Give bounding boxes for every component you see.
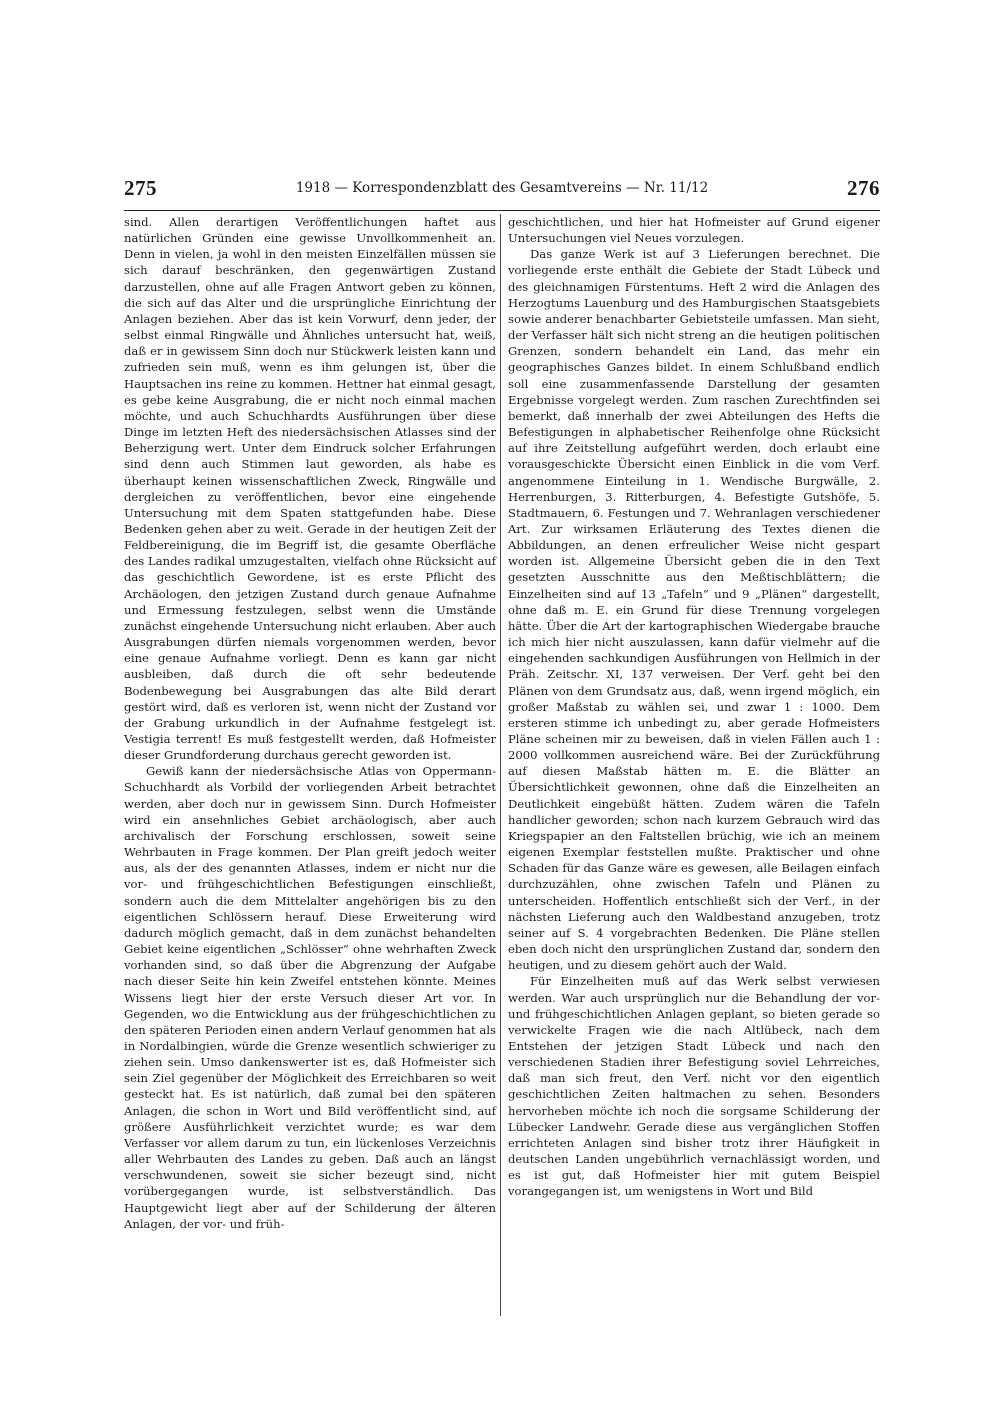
page-number-left: 275 <box>124 176 157 200</box>
right-column <box>508 214 880 1200</box>
paragraph: sind. Allen derartigen Veröffentlichungen haftet aus natürlichen Gründen eine gewisse Unvollkommenheit an. Denn in vielen, ja wohl in den meisten Einzelfällen müssen sie sich darauf beschränken, den gegenwärtigen Zustand darzustellen, ohne auf alle Fragen Antwort geben zu können, die sich auf das Alter und die ursprüngliche Einrichtung der Anlagen beziehen. Aber das ist kein Vorwurf, denn jeder, der selbst einmal Ringwälle und Ähnliches untersucht hat, weiß, daß er in gewissem Sinn doch nur Stückwerk leisten kann und zufrieden sein muß, wenn es ihm gelungen ist, über die Hauptsachen ins reine zu kommen. Hettner hat einmal gesagt, es gebe keine Ausgrabung, die er nicht noch einmal machen möchte, und auch Schuchhardts Ausführungen über diese Dinge im letzten Heft des niedersächsischen Atlasses sind der Beherzigung wert. Unter dem Eindruck solcher Erfahrungen sind denn auch Stimmen laut geworden, als habe es überhaupt keinen wissenschaftlichen Zweck, Ringwälle und dergleichen zu veröffentlichen, bevor eine eingehende Untersuchung mit dem Spaten stattgefunden habe. Diese Bedenken gehen aber zu weit. Gerade in der heutigen Zeit der Feldbereinigung, die im Begriff ist, die gesamte Oberfläche des Landes radikal umzugestalten, vielfach ohne Rücksicht auf das geschichtlich Gewordene, ist es erste Pflicht des Archäologen, den jetzigen Zustand durch genaue Aufnahme und Ermessung festzulegen, selbst wenn die Umstände zunächst eingehende Untersuchung nicht erlauben. Aber auch Ausgrabungen dürfen niemals vorgenommen werden, bevor eine genaue Aufnahme vorliegt. Denn es kann gar nicht ausbleiben, daß durch die oft sehr bedeutende Bodenbewegung bei Ausgrabungen das alte Bild derart gestört wird, daß es verloren ist, wenn nicht der Zustand vor der Grabung urkundlich in der Aufnahme festgelegt ist. Vestigia terrent! Es muß festgestellt werden, daß Hofmeister dieser Grundforderung durchaus gerecht geworden ist. <box>124 215 496 763</box>
running-title: 1918 — Korrespondenzblatt des Gesamtvereins — Nr. 11/12 <box>295 180 709 196</box>
running-header <box>124 176 880 211</box>
paragraph: Gewiß kann der niedersächsische Atlas von Oppermann-Schuchhardt als Vorbild der vorliegenden Arbeit betrachtet werden, aber doch nur in gewissem Sinn. Durch Hofmeister wird ein ansehnliches Gebiet archäologisch, aber auch archivalisch der Forschung erschlossen, soweit seine Wehrbauten in Frage kommen. Der Plan greift jedoch weiter aus, als der des genannten Atlasses, indem er nicht nur die vor- und frühgeschichtlichen Befestigungen einschließt, sondern auch die dem Mittelalter angehörigen bis zu den eigentlichen Schlössern herauf. Diese Erweiterung wird dadurch möglich gemacht, daß in dem zunächst behandelten Gebiet keine eigentlichen „Schlösser“ ohne wehrhaften Zweck vorhanden sind, so daß über die Abgrenzung der Aufgabe nach dieser Seite hin kein Zweifel entstehen könnte. Meines Wissens liegt hier der erste Versuch dieser Art vor. In Gegenden, wo die Entwicklung aus der frühgeschichtlichen zu den späteren Perioden einen andern Verlauf genommen hat als in Nordalbingien, würde die Grenze wesentlich schwieriger zu ziehen sein. Umso dankenswerter ist es, daß Hofmeister sich sein Ziel gegenüber der Möglichkeit des Erreichbaren so weit gesteckt hat. Es ist natürlich, daß zumal bei den späteren Anlagen, die schon in Wort und Bild veröffentlicht sind, auf größere Ausführlichkeit verzichtet wurde; es war dem Verfasser vor allem darum zu tun, ein lückenloses Verzeichnis aller Wehrbauten des Landes zu geben. Daß auch an längst verschwundenen, soweit sie sicher bezeugt sind, nicht vorübergegangen wurde, ist selbstverständlich. Das Hauptgewicht liegt aber auf der Schilderung der älteren Anlagen, der vor- und früh- <box>124 764 496 1231</box>
left-column <box>124 214 496 1232</box>
page-number-right: 276 <box>847 176 880 200</box>
column-divider <box>500 214 501 1316</box>
paragraph: geschichtlichen, und hier hat Hofmeister auf Grund eigener Untersuchungen viel Neues vorzulegen. <box>508 215 880 246</box>
paragraph: Für Einzelheiten muß auf das Werk selbst verwiesen werden. War auch ursprünglich nur die Behandlung der vor- und frühgeschichtlichen Anlagen geplant, so bieten gerade so verwickelte Fragen wie die nach Altlübeck, nach dem Entstehen der jetzigen Stadt Lübeck und nach den verschiedenen Stadien ihrer Befestigung soviel Lehrreiches, daß man sich freut, den Verf. nicht vor den eigentlich geschichtlichen Zeiten haltmachen zu sehen. Besonders hervorheben möchte ich noch die sorgsame Schilderung der Lübecker Landwehr. Gerade diese aus vergänglichen Stoffen errichteten Anlagen sind bisher trotz ihrer Häufigkeit in deutschen Landen ungebührlich vernachlässigt worden, und es ist gut, daß Hofmeister hier mit gutem Beispiel vorangegangen ist, um wenigstens in Wort und Bild <box>508 974 880 1199</box>
paragraph: Das ganze Werk ist auf 3 Lieferungen berechnet. Die vorliegende erste enthält die Gebiete der Stadt Lübeck und des gleichnamigen Fürstentums. Heft 2 wird die Anlagen des Herzogtums Lauenburg und des Hamburgischen Staatsgebiets sowie anderer benachbarter Gebietsteile umfassen. Man sieht, der Verfasser hält sich nicht streng an die heutigen politischen Grenzen, sondern behandelt ein Land, das mehr ein geographisches Ganzes bildet. In einem Schlußband endlich soll eine zusammenfassende Darstellung der gesamten Ergebnisse vorgelegt werden. Zum raschen Zurechtfinden sei bemerkt, daß innerhalb der zwei Abteilungen des Hefts die Befestigungen in alphabetischer Reihenfolge ohne Rücksicht auf ihre Zeitstellung aufgeführt werden, doch erlaubt eine vorausgeschickte Übersicht einen Einblick in die vom Verf. angenommene Einteilung in 1. Wendische Burgwälle, 2. Herrenburgen, 3. Ritterburgen, 4. Befestigte Gutshöfe, 5. Stadtmauern, 6. Festungen und 7. Wehranlagen verschiedener Art. Zur wirksamen Erläuterung des Textes dienen die Abbildungen, an denen erfreulicher Weise nicht gespart worden ist. Allgemeine Übersicht geben die in den Text gesetzten Ausschnitte aus den Meßtischblättern; die Einzelheiten sind auf 13 „Tafeln“ und 9 „Plänen“ dargestellt, ohne daß m. E. ein Grund für diese Trennung vorgelegen hätte. Über die Art der kartographischen Wiedergabe brauche ich mich hier nicht auszulassen, kann dafür vielmehr auf die eingehenden sachkundigen Ausführungen von Hellmich in der Präh. Zeitschr. XI, 137 verweisen. Der Verf. geht bei den Plänen von dem Grundsatz aus, daß, wenn irgend möglich, ein großer Maßstab zu wählen sei, und zwar 1 : 1000. Dem ersteren stimme ich unbedingt zu, aber gerade Hofmeisters Pläne scheinen mir zu beweisen, daß in vielen Fällen auch 1 : 2000 vollkommen ausreichend wäre. Bei der Zurückführung auf diesen Maßstab hätten m. E. die Blätter an Übersichtlichkeit gewonnen, ohne daß die Einzelheiten an Deutlichkeit eingebüßt hätten. Zudem wären die Tafeln handlicher geworden; schon nach kurzem Gebrauch wird das Kriegspapier an den Faltstellen brüchig, wie ich an meinem eigenen Exemplar feststellen mußte. Praktischer und ohne Schaden für das Ganze wäre es gewesen, alle Beilagen einfach durchzuzählen, ohne zwischen Tafeln und Plänen zu unterscheiden. Hoffentlich entschließt sich der Verf., in der nächsten Lieferung auch den Waldbestand anzugeben, trotz seiner auf S. 4 vorgebrachten Bedenken. Die Pläne stellen eben doch nicht den ursprünglichen Zustand dar, sondern den heutigen, und zu diesem gehört auch der Wald. <box>508 247 880 973</box>
